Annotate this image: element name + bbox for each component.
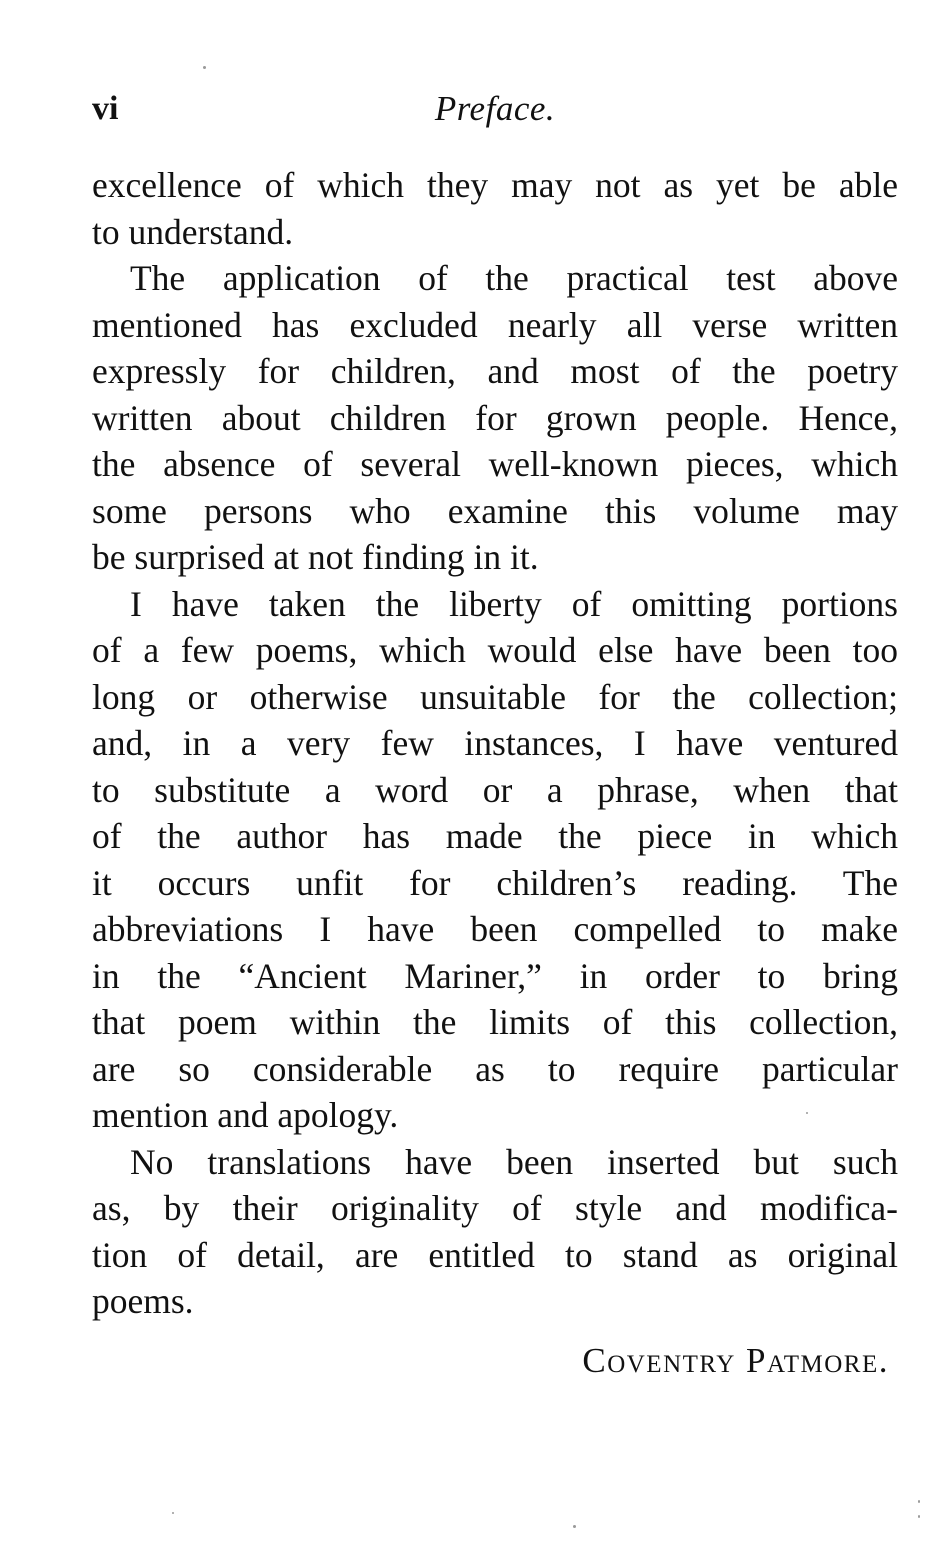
paper-speck: [203, 66, 206, 69]
text-line: tion of detail, are entitled to stand as original: [92, 1234, 898, 1275]
text-line: poems.: [92, 1281, 194, 1321]
running-title: Preface.: [434, 89, 556, 128]
text-line: long or otherwise unsuitable for the collection;: [92, 676, 898, 717]
text-line: be surprised at not finding in it.: [92, 537, 539, 577]
text-line: The application of the practical test above: [130, 258, 898, 298]
text-line: mentioned has excluded nearly all verse written: [92, 304, 898, 345]
text-line: in the “Ancient Mariner,” in order to bring: [92, 955, 898, 996]
text-line: the absence of several well-known pieces, which: [92, 444, 898, 484]
text-line: that poem within the limits of this collection,: [92, 1002, 898, 1042]
text-line: expressly for children, and most of the poetry: [92, 351, 898, 391]
paper-speck: [918, 1515, 920, 1518]
paper-speck: [573, 1525, 576, 1528]
preface-body: [92, 162, 898, 1325]
text-line: abbreviations I have been compelled to make: [92, 909, 898, 949]
paper-speck: [806, 1112, 808, 1114]
text-line: of a few poems, which would else have been too: [92, 630, 898, 670]
text-line: written about children for grown people. Hence,: [92, 397, 898, 438]
text-line: No translations have been inserted but such: [130, 1141, 898, 1182]
author-signature: Coventry Patmore.: [582, 1341, 889, 1380]
page-number: vi: [92, 90, 119, 127]
paper-speck: [172, 1512, 174, 1514]
text-line: some persons who examine this volume may: [92, 490, 898, 531]
text-line: are so considerable as to require particular: [92, 1048, 898, 1089]
text-line: excellence of which they may not as yet be able: [92, 165, 898, 205]
text-line: it occurs unfit for children’s reading. The: [92, 862, 898, 903]
text-line: I have taken the liberty of omitting portions: [130, 583, 898, 624]
text-line: as, by their originality of style and modifica-: [92, 1188, 898, 1228]
text-line: mention and apology.: [92, 1095, 399, 1135]
running-head: [92, 84, 898, 134]
paper-speck: [918, 1500, 920, 1503]
text-line: of the author has made the piece in which: [92, 816, 898, 856]
text-line: and, in a very few instances, I have ventured: [92, 723, 898, 763]
text-line: to understand.: [92, 211, 294, 252]
text-line: to substitute a word or a phrase, when that: [92, 769, 898, 810]
